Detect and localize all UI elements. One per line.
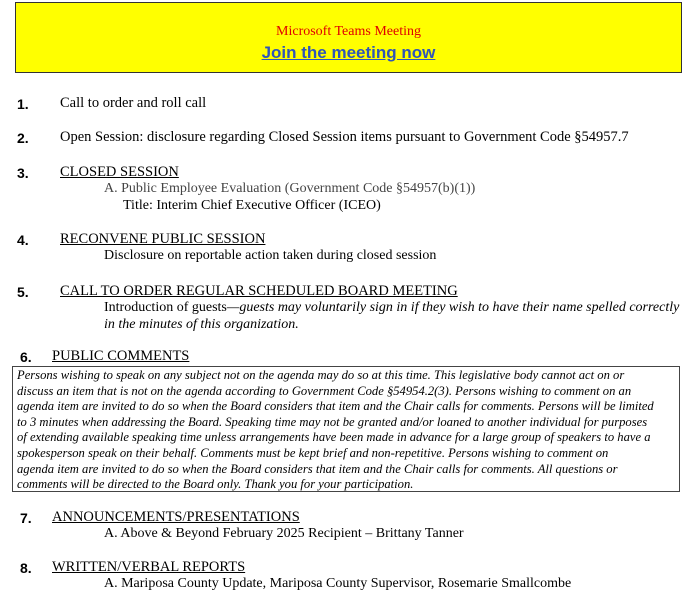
item-number: 3. [17,165,29,181]
box-line: Persons wishing to speak on any subject not on the agenda may do so at this time. This legislative body cannot act on or [17,368,625,382]
item-number: 5. [17,284,29,300]
item-text-italic: —guests may voluntarily sign in if they wish to have their name spelled correctly [226,300,680,315]
item-heading: Call to order and roll call [60,95,207,111]
item-heading: ANNOUNCEMENTS/PRESENTATIONS [52,509,300,525]
item-heading: RECONVENE PUBLIC SESSION [60,231,266,247]
box-line: of extending available speaking time unless arrangements have been made in advance for a large group of speakers to have a [17,430,651,445]
item-heading [60,129,629,146]
box-line: agenda item are invited to do so when the Board considers that item and the Chair calls for comments. Persons will be limited [17,399,654,414]
item-heading-label: Open Session: [60,129,144,145]
item-heading: PUBLIC COMMENTS [52,348,190,364]
box-line: spokesperson speak on their behalf. Comments must be kept brief and non-repetitive. Persons wishing to comment on [17,445,609,460]
public-comments-box [12,366,680,492]
box-line: comments will be directed to the Board only. Thank you for your participation. [17,477,414,492]
item-text: Disclosure on reportable action taken during closed session [104,248,437,263]
item-number: 1. [17,96,29,112]
item-heading: CLOSED SESSION [60,164,179,180]
item-text-lead: Introduction of guests [104,300,227,315]
item-number: 6. [20,349,32,365]
box-line: agenda item are invited to do so when the Board considers that item and the Chair calls for comments. All questions or [17,461,618,476]
item-number: 2. [17,130,29,146]
sub-item: A. Public Employee Evaluation (Government Code §54957(b)(1)) [104,181,476,196]
meeting-title: Microsoft Teams Meeting [276,24,421,39]
box-line: to 3 minutes when addressing the Board. Speaking time may not be granted and/or loaned to another individual for purposes [17,414,648,429]
item-heading: CALL TO ORDER REGULAR SCHEDULED BOARD MEETING [60,283,458,299]
join-meeting-link[interactable]: Join the meeting now [261,43,436,62]
sub-item: A. Mariposa County Update, Mariposa County Supervisor, Rosemarie Smallcombe [104,576,572,591]
item-number: 4. [17,232,29,248]
item-heading: WRITTEN/VERBAL REPORTS [52,559,246,575]
item-text: disclosure regarding Closed Session items pursuant to Government Code §54957.7 [147,129,629,145]
sub-item: A. Above & Beyond February 2025 Recipient – Brittany Tanner [104,526,464,541]
item-number: 8. [20,560,32,576]
box-line: discuss an item that is not on the agenda according to Government Code §54954.2(3). Persons wishing to comment on an [17,383,632,398]
item-text [104,300,679,316]
item-text-italic: in the minutes of this organization. [104,317,299,332]
item-number: 7. [20,510,32,526]
teams-meeting-banner [15,2,682,73]
sub-item-title: Title: Interim Chief Executive Officer (ICEO) [123,198,381,213]
